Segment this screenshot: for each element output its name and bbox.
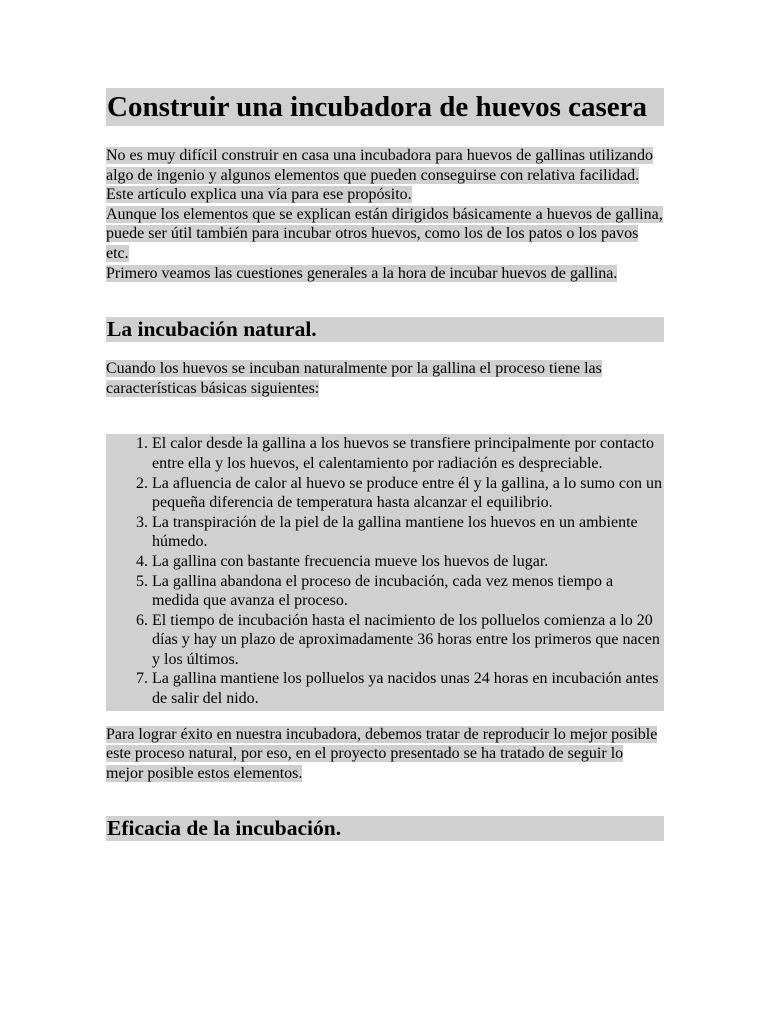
list-item: 3. La transpiración de la piel de la gallina mantiene los huevos en un ambiente húmedo.: [152, 513, 664, 552]
characteristics-list: [106, 434, 664, 710]
intro-paragraph-3-text: Primero veamos las cuestiones generales a la hora de incubar huevos de gallina.: [106, 264, 618, 282]
intro-paragraph-1-text: No es muy difícil construir en casa una incubadora para huevos de gallinas utilizando algo de ingenio y algunos elementos que pueden conseguirse con relativa facilidad. Este artículo explica una vía para ese propósito.: [106, 147, 653, 204]
closing-paragraph: [106, 725, 664, 784]
list-item: 7. La gallina mantiene los polluelos ya nacidos unas 24 horas en incubación antes de salir del nido.: [152, 669, 664, 708]
intro-block: [106, 146, 664, 283]
intro-paragraph-2: [106, 205, 664, 264]
document-page: [106, 88, 664, 841]
list-item: 5. La gallina abandona el proceso de incubación, cada vez menos tiempo a medida que avanza el proceso.: [152, 572, 664, 611]
section-lead-paragraph: [106, 359, 664, 398]
page-title: Construir una incubadora de huevos casera: [106, 88, 664, 126]
section-heading-incubacion-natural: La incubación natural.: [106, 317, 664, 342]
intro-paragraph-1: [106, 146, 664, 205]
list-item: 2. La afluencia de calor al huevo se produce entre él y la gallina, a lo sumo con un pequeña diferencia de temperatura hasta alcanzar el equilibrio.: [152, 474, 664, 513]
intro-paragraph-2-text: Aunque los elementos que se explican están dirigidos básicamente a huevos de gallina, puede ser útil también para incubar otros huevos, como los de los patos o los pavos etc.: [106, 205, 663, 262]
list-item: 6. El tiempo de incubación hasta el nacimiento de los polluelos comienza a lo 20 días y hay un plazo de aproximadamente 36 horas entre los primeros que nacen y los últimos.: [152, 611, 664, 670]
closing-paragraph-text: Para lograr éxito en nuestra incubadora, debemos tratar de reproducir lo mejor posible este proceso natural, por eso, en el proyecto presentado se ha tratado de seguir lo mejor posible estos elementos.: [106, 725, 658, 782]
section-lead-text: Cuando los huevos se incuban naturalmente por la gallina el proceso tiene las características básicas siguientes:: [106, 360, 602, 397]
intro-paragraph-3: [106, 264, 664, 284]
list-item: 4. La gallina con bastante frecuencia mueve los huevos de lugar.: [152, 552, 664, 572]
list-item: 1. El calor desde la gallina a los huevos se transfiere principalmente por contacto entre ella y los huevos, el calentamiento por radiación es despreciable.: [152, 434, 664, 473]
section-heading-eficacia: Eficacia de la incubación.: [106, 816, 664, 841]
